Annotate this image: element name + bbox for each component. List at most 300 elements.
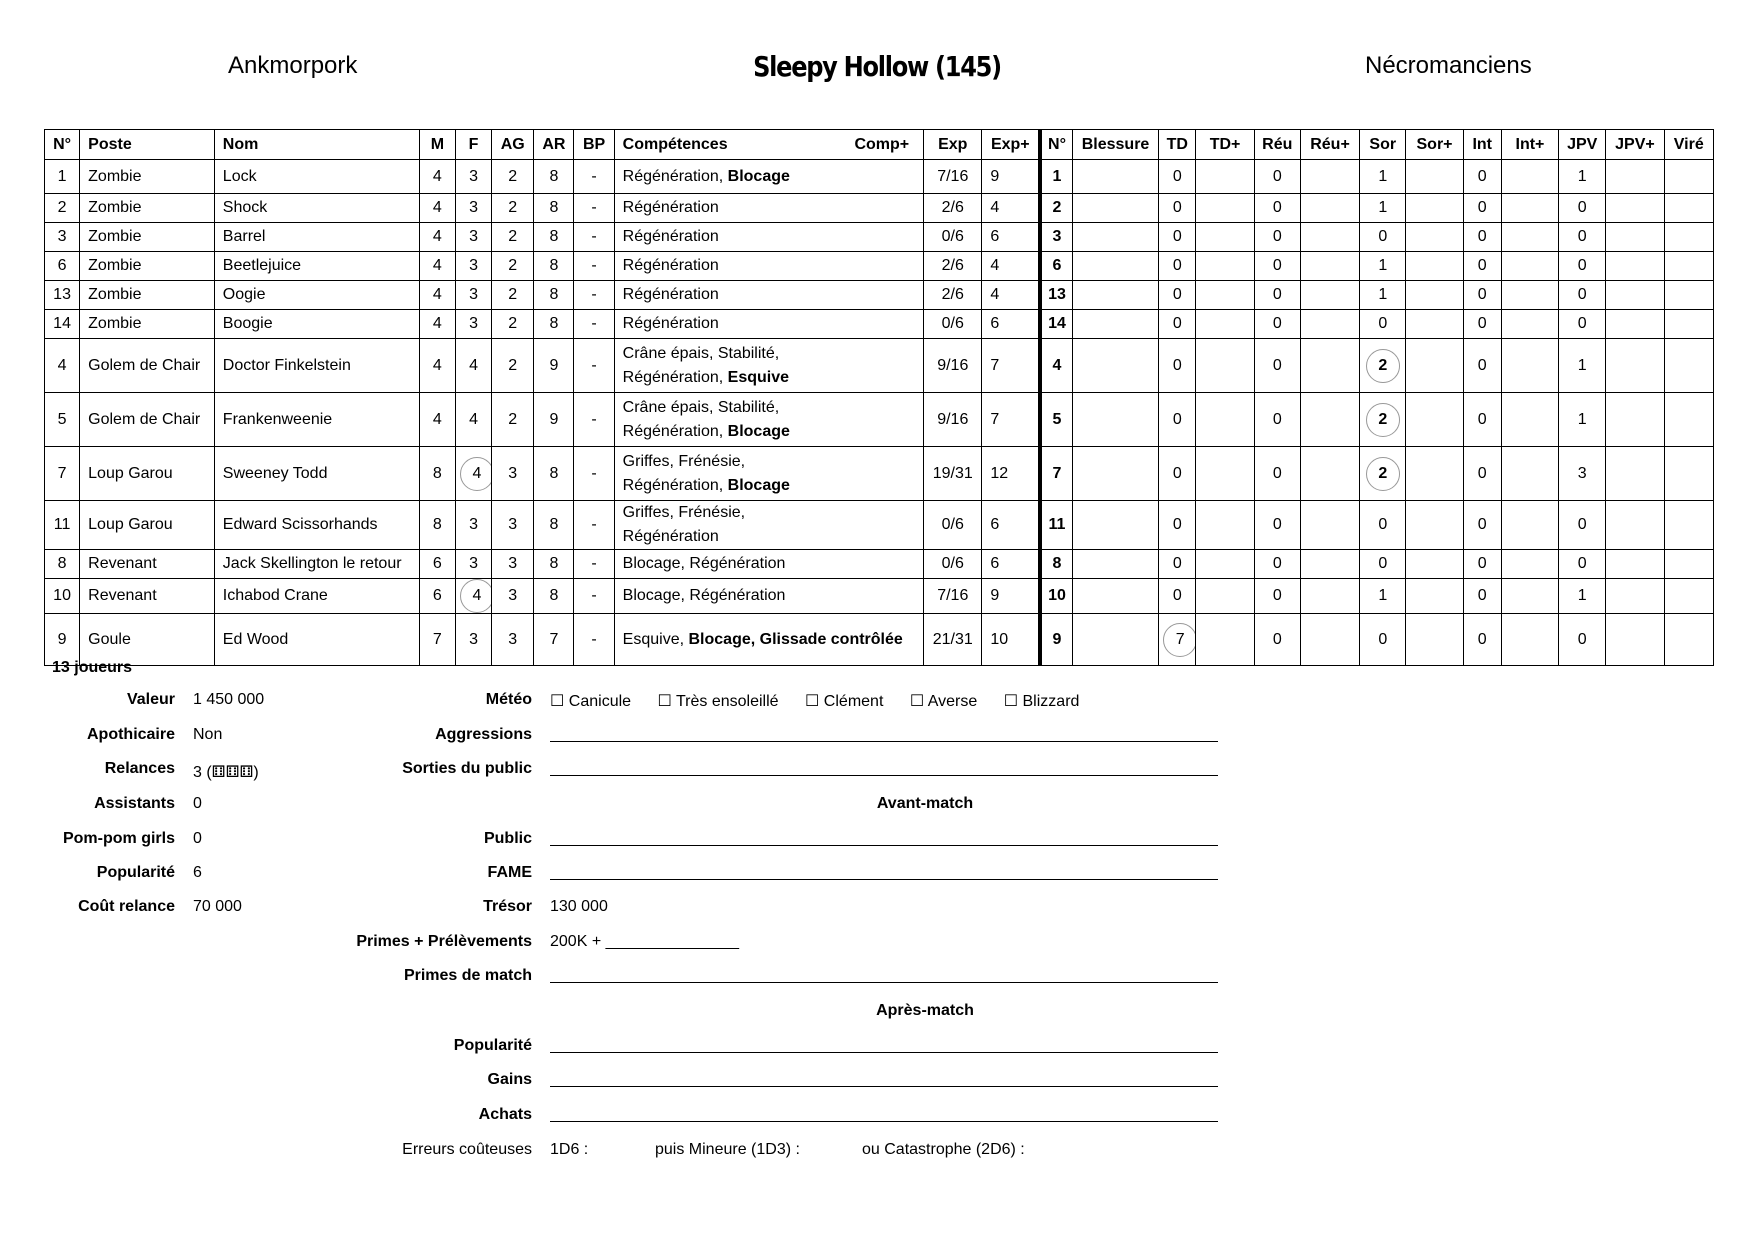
apres-popularite-label: Popularité — [453, 1037, 532, 1054]
meteo-option-clement[interactable]: ☐ Clément — [805, 693, 884, 710]
cell-td: 0 — [1159, 281, 1196, 310]
cell-nom: Doctor Finkelstein — [214, 339, 419, 393]
table-row — [45, 393, 1714, 447]
cell-num: 7 — [45, 447, 80, 501]
roster-body — [45, 160, 1714, 666]
cell-nom: Beetlejuice — [214, 252, 419, 281]
skills-text: Régénération, — [622, 167, 724, 185]
meteo-option-tres-ensoleille[interactable]: ☐ Très ensoleillé — [657, 693, 779, 710]
cell-ag: 3 — [492, 614, 534, 666]
cell-reu-plus — [1300, 160, 1359, 194]
cell-nom: Shock — [214, 194, 419, 223]
cell-exp: 0/6 — [924, 501, 982, 550]
cell-bp: - — [574, 501, 614, 550]
table-row — [45, 614, 1714, 666]
roster-table — [44, 129, 1714, 666]
cell-ar: 8 — [534, 310, 574, 339]
cell-td: 0 — [1159, 579, 1196, 614]
skills-new: Blocage — [727, 476, 790, 494]
skills-text: Régénération — [622, 257, 719, 274]
col-header-comp-plus: Comp+ — [854, 135, 910, 153]
cell-exp: 21/31 — [924, 614, 982, 666]
skills-text: Régénération, — [622, 476, 724, 494]
cell-reu: 0 — [1254, 194, 1300, 223]
cell-sor — [1360, 339, 1406, 393]
cell-competences — [614, 160, 923, 194]
sorties-line[interactable] — [550, 775, 1218, 776]
cell-exp-plus: 4 — [982, 281, 1040, 310]
cell-td: 0 — [1159, 393, 1196, 447]
cell-ag: 2 — [492, 194, 534, 223]
cell-bp: - — [574, 579, 614, 614]
col-header-competences: Compétences — [622, 135, 728, 153]
cell-int-plus — [1501, 223, 1558, 252]
cell-jpv-plus — [1606, 310, 1664, 339]
cell-sor-circled: 2 — [1366, 457, 1400, 491]
cell-f: 3 — [455, 252, 491, 281]
cell-int-plus — [1501, 194, 1558, 223]
cell-nom: Ed Wood — [214, 614, 419, 666]
cell-exp-plus: 6 — [982, 550, 1040, 579]
cell-m: 6 — [419, 579, 455, 614]
pompom-value: 0 — [193, 830, 202, 847]
skills-line — [623, 474, 919, 498]
cell-jpv: 0 — [1559, 281, 1606, 310]
primes-match-line[interactable] — [550, 982, 1218, 983]
col-header: Int — [1463, 130, 1501, 160]
cell-jpv: 0 — [1559, 550, 1606, 579]
cell-poste: Golem de Chair — [80, 339, 215, 393]
skills-line — [623, 225, 919, 249]
achats-line[interactable] — [550, 1121, 1218, 1122]
cell-int: 0 — [1463, 501, 1501, 550]
col-header: N° — [1040, 130, 1072, 160]
cell-td-plus — [1196, 501, 1254, 550]
cell-int: 0 — [1463, 339, 1501, 393]
primes-prelevements-value[interactable]: 200K + _______________ — [550, 933, 740, 950]
relances-value: 3 (⚅⚅⚅) — [193, 764, 259, 781]
cell-jpv: 0 — [1559, 223, 1606, 252]
cell-competences — [614, 252, 923, 281]
meteo-options — [550, 691, 1101, 711]
cell-td: 0 — [1159, 223, 1196, 252]
col-header: TD+ — [1196, 130, 1254, 160]
cell-competences — [614, 501, 923, 550]
cell-vire — [1664, 579, 1713, 614]
skills-text: Régénération — [622, 228, 719, 245]
cell-int: 0 — [1463, 310, 1501, 339]
cell-competences — [614, 310, 923, 339]
cell-int: 0 — [1463, 223, 1501, 252]
gains-line[interactable] — [550, 1086, 1218, 1087]
col-header — [614, 130, 923, 160]
cell-ag: 2 — [492, 281, 534, 310]
cell-poste: Zombie — [80, 310, 215, 339]
skills-line-1: Griffes, Frénésie, — [622, 452, 746, 470]
cell-reu: 0 — [1254, 501, 1300, 550]
cell-num2: 9 — [1040, 614, 1072, 666]
cell-num: 13 — [45, 281, 80, 310]
cell-ag: 2 — [492, 310, 534, 339]
skills-line — [623, 312, 919, 336]
table-row — [45, 550, 1714, 579]
fame-label: FAME — [487, 864, 532, 881]
cell-vire — [1664, 614, 1713, 666]
cell-poste: Golem de Chair — [80, 393, 215, 447]
cell-blessure — [1072, 579, 1158, 614]
cell-nom: Edward Scissorhands — [214, 501, 419, 550]
sorties-label: Sorties du public — [402, 760, 532, 777]
skills-new: Esquive — [727, 368, 789, 386]
meteo-option-averse[interactable]: ☐ Averse — [909, 693, 978, 710]
cell-sor-plus — [1406, 223, 1463, 252]
cell-competences — [614, 550, 923, 579]
cell-num2: 2 — [1040, 194, 1072, 223]
cell-td-plus — [1196, 310, 1254, 339]
cell-sor-plus — [1406, 447, 1463, 501]
cell-m: 4 — [419, 281, 455, 310]
col-header: Viré — [1664, 130, 1713, 160]
cell-sor-plus — [1406, 393, 1463, 447]
cell-reu: 0 — [1254, 160, 1300, 194]
col-header: Nom — [214, 130, 419, 160]
skills-text: Régénération — [622, 315, 719, 332]
cell-sor-plus — [1406, 501, 1463, 550]
cell-num2: 13 — [1040, 281, 1072, 310]
cell-blessure — [1072, 223, 1158, 252]
cell-jpv-plus — [1606, 501, 1664, 550]
cell-reu: 0 — [1254, 447, 1300, 501]
table-row — [45, 339, 1714, 393]
col-header: Blessure — [1072, 130, 1158, 160]
cell-poste: Zombie — [80, 194, 215, 223]
skills-line — [623, 525, 919, 549]
public-line[interactable] — [550, 845, 1218, 846]
cell-m: 8 — [419, 501, 455, 550]
cell-reu-plus — [1300, 310, 1359, 339]
cell-sor-plus — [1406, 160, 1463, 194]
cell-jpv-plus — [1606, 281, 1664, 310]
cell-ar: 8 — [534, 252, 574, 281]
cell-poste: Revenant — [80, 579, 215, 614]
cell-reu: 0 — [1254, 393, 1300, 447]
cell-vire — [1664, 160, 1713, 194]
cell-blessure — [1072, 393, 1158, 447]
cell-poste: Zombie — [80, 160, 215, 194]
cell-sor: 1 — [1360, 194, 1406, 223]
cell-competences — [614, 579, 923, 614]
col-header: AG — [492, 130, 534, 160]
cell-exp-plus: 6 — [982, 310, 1040, 339]
cell-td: 0 — [1159, 550, 1196, 579]
cell-num: 1 — [45, 160, 80, 194]
cout-relance-value: 70 000 — [193, 898, 242, 915]
col-header: Poste — [80, 130, 215, 160]
erreurs-catastrophe: ou Catastrophe (2D6) : — [862, 1141, 1025, 1158]
apres-popularite-line[interactable] — [550, 1052, 1218, 1053]
cell-blessure — [1072, 281, 1158, 310]
cell-blessure — [1072, 614, 1158, 666]
valeur-label: Valeur — [126, 691, 175, 708]
team-title: Sleepy Hollow (145) — [753, 50, 1001, 83]
cell-m: 4 — [419, 339, 455, 393]
cell-int-plus — [1501, 281, 1558, 310]
cell-td-plus — [1196, 223, 1254, 252]
gains-label: Gains — [487, 1071, 532, 1088]
cell-bp: - — [574, 614, 614, 666]
cell-jpv-plus — [1606, 550, 1664, 579]
cell-f: 3 — [455, 614, 491, 666]
cell-int-plus — [1501, 160, 1558, 194]
cell-td-plus — [1196, 160, 1254, 194]
cell-sor-plus — [1406, 339, 1463, 393]
meteo-option-blizzard[interactable]: ☐ Blizzard — [1003, 693, 1080, 710]
cell-m: 4 — [419, 393, 455, 447]
table-row — [45, 194, 1714, 223]
cell-ar: 8 — [534, 501, 574, 550]
cell-exp: 2/6 — [924, 194, 982, 223]
cell-ar: 7 — [534, 614, 574, 666]
skills-line-1: Griffes, Frénésie, — [622, 504, 746, 521]
cell-competences — [614, 194, 923, 223]
cell-reu-plus — [1300, 550, 1359, 579]
cell-vire — [1664, 393, 1713, 447]
cell-reu-plus — [1300, 339, 1359, 393]
cell-nom: Sweeney Todd — [214, 447, 419, 501]
cell-td: 0 — [1159, 252, 1196, 281]
cell-jpv: 0 — [1559, 252, 1606, 281]
cell-vire — [1664, 550, 1713, 579]
cell-m: 4 — [419, 194, 455, 223]
cell-num2: 6 — [1040, 252, 1072, 281]
cell-poste: Revenant — [80, 550, 215, 579]
cell-f-circled: 4 — [460, 457, 492, 491]
cell-nom: Ichabod Crane — [214, 579, 419, 614]
cell-td-circled: 7 — [1163, 623, 1196, 657]
achats-label: Achats — [478, 1106, 532, 1123]
table-row — [45, 160, 1714, 194]
cell-blessure — [1072, 194, 1158, 223]
cell-num: 6 — [45, 252, 80, 281]
cell-td-plus — [1196, 252, 1254, 281]
cell-jpv: 0 — [1559, 501, 1606, 550]
cell-exp: 0/6 — [924, 223, 982, 252]
cell-reu-plus — [1300, 501, 1359, 550]
cell-reu-plus — [1300, 579, 1359, 614]
cell-nom: Barrel — [214, 223, 419, 252]
cell-vire — [1664, 194, 1713, 223]
assistants-value: 0 — [193, 795, 202, 812]
players-count: 13 joueurs — [52, 659, 133, 676]
cell-f: 3 — [455, 223, 491, 252]
cell-f: 3 — [455, 160, 491, 194]
cell-reu-plus — [1300, 281, 1359, 310]
col-header: N° — [45, 130, 80, 160]
cell-f: 4 — [455, 339, 491, 393]
cell-exp-plus: 9 — [982, 160, 1040, 194]
cell-jpv-plus — [1606, 252, 1664, 281]
cell-competences — [614, 447, 923, 501]
col-header: Int+ — [1501, 130, 1558, 160]
cell-int-plus — [1501, 447, 1558, 501]
cell-num2: 8 — [1040, 550, 1072, 579]
avant-match-heading: Avant-match — [876, 795, 974, 812]
cell-exp: 9/16 — [924, 339, 982, 393]
cell-exp: 0/6 — [924, 550, 982, 579]
skills-line — [623, 584, 919, 608]
skills-line — [623, 196, 919, 220]
skills-line-1: Crâne épais, Stabilité, — [622, 344, 780, 362]
cell-num: 4 — [45, 339, 80, 393]
cell-num2: 14 — [1040, 310, 1072, 339]
cell-vire — [1664, 252, 1713, 281]
cell-ag: 2 — [492, 223, 534, 252]
cell-bp: - — [574, 194, 614, 223]
cell-num: 3 — [45, 223, 80, 252]
cell-bp: - — [574, 310, 614, 339]
table-row — [45, 447, 1714, 501]
skills-text: Régénération — [622, 286, 719, 303]
cell-reu-plus — [1300, 614, 1359, 666]
cell-sor: 0 — [1360, 501, 1406, 550]
skills-line — [623, 366, 919, 390]
cell-reu: 0 — [1254, 339, 1300, 393]
skills-text: Esquive, — [622, 630, 685, 648]
fame-line[interactable] — [550, 879, 1218, 880]
skills-line — [623, 254, 919, 278]
skills-new: Blocage — [727, 167, 790, 185]
cell-td-plus — [1196, 614, 1254, 666]
cell-vire — [1664, 447, 1713, 501]
erreurs-d6: 1D6 : — [550, 1141, 589, 1158]
cell-num2: 10 — [1040, 579, 1072, 614]
cout-relance-label: Coût relance — [78, 898, 175, 915]
skills-new: Blocage — [727, 422, 790, 440]
cell-competences — [614, 223, 923, 252]
col-header: JPV+ — [1606, 130, 1664, 160]
cell-reu: 0 — [1254, 614, 1300, 666]
primes-prelevements-label: Primes + Prélèvements — [356, 933, 532, 950]
cell-vire — [1664, 310, 1713, 339]
cell-competences — [614, 339, 923, 393]
cell-f: 3 — [455, 281, 491, 310]
cell-num: 2 — [45, 194, 80, 223]
cell-int: 0 — [1463, 281, 1501, 310]
cell-f: 4 — [455, 393, 491, 447]
erreurs-mineure: puis Mineure (1D3) : — [655, 1141, 800, 1158]
cell-num: 8 — [45, 550, 80, 579]
cell-sor: 0 — [1360, 550, 1406, 579]
cell-poste: Zombie — [80, 281, 215, 310]
cell-f: 3 — [455, 501, 491, 550]
cell-sor-plus — [1406, 579, 1463, 614]
meteo-option-canicule[interactable]: ☐ Canicule — [550, 693, 632, 710]
cell-int-plus — [1501, 310, 1558, 339]
skills-line — [623, 628, 919, 652]
skills-text: Régénération, — [622, 368, 724, 386]
apothicaire-value: Non — [193, 726, 223, 743]
cell-td-plus — [1196, 550, 1254, 579]
cell-ag: 3 — [492, 501, 534, 550]
cell-jpv-plus — [1606, 223, 1664, 252]
cell-competences — [614, 614, 923, 666]
erreurs-label: Erreurs coûteuses — [402, 1141, 532, 1158]
popularite-label: Popularité — [96, 864, 175, 881]
aggressions-line[interactable] — [550, 741, 1218, 742]
cell-jpv-plus — [1606, 194, 1664, 223]
cell-num2: 3 — [1040, 223, 1072, 252]
aggressions-label: Aggressions — [435, 726, 532, 743]
cell-nom: Jack Skellington le retour — [214, 550, 419, 579]
cell-ag: 2 — [492, 252, 534, 281]
tresor-value: 130 000 — [550, 898, 608, 915]
cell-jpv-plus — [1606, 447, 1664, 501]
cell-blessure — [1072, 160, 1158, 194]
cell-int-plus — [1501, 393, 1558, 447]
cell-td: 0 — [1159, 194, 1196, 223]
cell-exp-plus: 4 — [982, 194, 1040, 223]
cell-nom: Frankenweenie — [214, 393, 419, 447]
cell-sor-plus — [1406, 614, 1463, 666]
col-header: Réu+ — [1300, 130, 1359, 160]
table-row — [45, 281, 1714, 310]
cell-reu-plus — [1300, 252, 1359, 281]
cell-poste: Loup Garou — [80, 447, 215, 501]
cell-exp: 9/16 — [924, 393, 982, 447]
cell-competences — [614, 393, 923, 447]
apres-match-heading: Après-match — [876, 1002, 974, 1019]
cell-num: 10 — [45, 579, 80, 614]
col-header: F — [455, 130, 491, 160]
cell-ag: 2 — [492, 393, 534, 447]
tresor-label: Trésor — [483, 898, 532, 915]
cell-ag: 3 — [492, 579, 534, 614]
table-row — [45, 501, 1714, 550]
popularite-value: 6 — [193, 864, 202, 881]
cell-f: 3 — [455, 310, 491, 339]
cell-f — [455, 447, 491, 501]
primes-match-label: Primes de match — [403, 967, 532, 984]
cell-jpv-plus — [1606, 579, 1664, 614]
cell-int-plus — [1501, 501, 1558, 550]
cell-blessure — [1072, 252, 1158, 281]
cell-num2: 5 — [1040, 393, 1072, 447]
cell-exp: 19/31 — [924, 447, 982, 501]
skills-text: Régénération — [622, 199, 719, 216]
cell-sor: 0 — [1360, 310, 1406, 339]
cell-ag: 3 — [492, 447, 534, 501]
col-header: AR — [534, 130, 574, 160]
cell-num: 11 — [45, 501, 80, 550]
cell-f — [455, 579, 491, 614]
apothicaire-label: Apothicaire — [86, 726, 175, 743]
cell-nom: Lock — [214, 160, 419, 194]
cell-exp-plus: 12 — [982, 447, 1040, 501]
cell-poste: Zombie — [80, 223, 215, 252]
cell-bp: - — [574, 550, 614, 579]
cell-poste: Goule — [80, 614, 215, 666]
cell-td-plus — [1196, 447, 1254, 501]
cell-td: 0 — [1159, 310, 1196, 339]
cell-reu: 0 — [1254, 252, 1300, 281]
skills-line-1: Crâne épais, Stabilité, — [622, 398, 780, 416]
cell-jpv-plus — [1606, 160, 1664, 194]
cell-bp: - — [574, 252, 614, 281]
cell-ag: 3 — [492, 550, 534, 579]
cell-sor-circled: 2 — [1366, 349, 1400, 383]
col-header: Exp+ — [982, 130, 1040, 160]
cell-sor — [1360, 447, 1406, 501]
